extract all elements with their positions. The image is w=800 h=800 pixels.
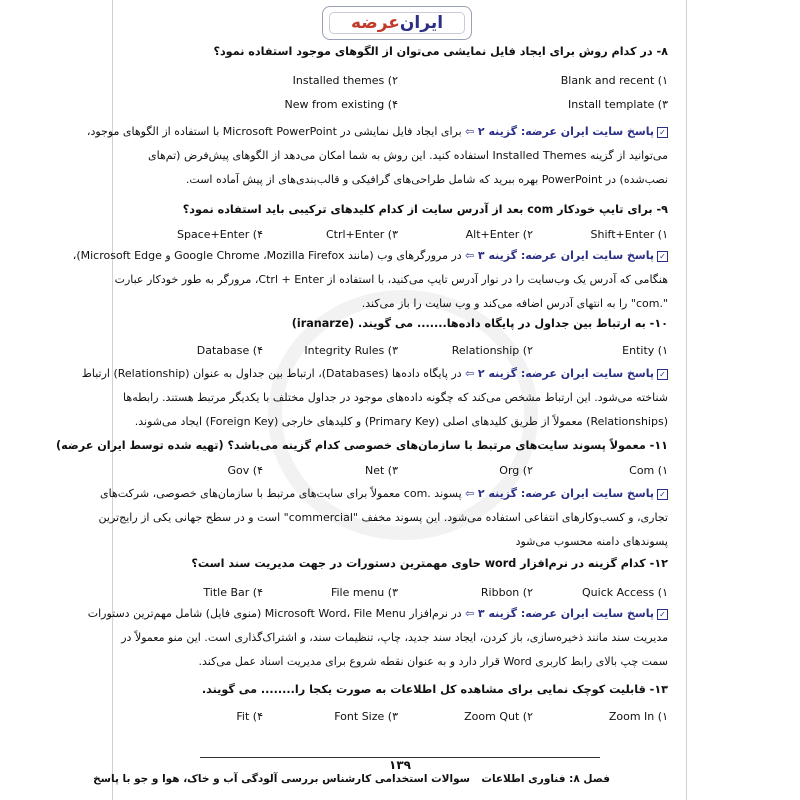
answer-line bbox=[86, 120, 668, 144]
answer-heading: پاسخ سایت ایران عرضه: گزینه ۳ bbox=[477, 607, 654, 620]
answer-line bbox=[72, 244, 668, 268]
option-4: ۴) Fit bbox=[236, 710, 263, 723]
answer-line bbox=[128, 650, 668, 674]
answer-line bbox=[99, 482, 668, 506]
answer-line bbox=[123, 386, 668, 410]
answer-text: در مرورگرهای وب (مانند Google Chrome ،Mozilla Firefox و Microsoft Edge)، bbox=[72, 249, 462, 262]
question-text: ۹- برای تایپ خودکار com بعد از آدرس سایت از کدام کلیدهای ترکیبی باید استفاده نمود؟ bbox=[182, 203, 668, 216]
answer-text: می‌توانید از گزینه Installed Themes استفاده کنید. این روش به شما امکان می‌دهد از الگوهای پیش‌فرض (تم‌های bbox=[148, 149, 668, 162]
checkbox-icon: ✓ bbox=[657, 369, 668, 380]
arrow-left-icon: ⇦ bbox=[461, 125, 478, 138]
answer-heading: پاسخ سایت ایران عرضه: گزینه ۲ bbox=[477, 367, 654, 380]
page-number: ۱۳۹ bbox=[389, 758, 411, 772]
arrow-left-icon: ⇦ bbox=[461, 607, 478, 620]
answer-line bbox=[81, 362, 668, 386]
options-row bbox=[128, 584, 668, 602]
option-4: ۴) New from existing bbox=[284, 98, 398, 111]
answer-block bbox=[87, 602, 668, 674]
option-2: ۲) Ribbon bbox=[480, 586, 533, 599]
option-3: ۳) Integrity Rules bbox=[304, 344, 398, 357]
question-text: ۱۲- کدام گزینه در نرم‌افزار word حاوی مهمترین دستورات در جهت مدیریت سند است؟ bbox=[191, 557, 668, 570]
logo-text-iran: ایران bbox=[399, 13, 444, 33]
answer-line bbox=[87, 602, 668, 626]
footer-chapter-title: فصل ۸: فناوری اطلاعات bbox=[481, 773, 610, 785]
option-3: ۳) Net bbox=[364, 464, 398, 477]
logo-text-arze: عرضه bbox=[350, 13, 400, 33]
site-logo bbox=[322, 6, 472, 40]
option-4: ۴) Gov bbox=[227, 464, 263, 477]
question-text: ۱۳- قابلیت کوچک نمایی برای مشاهده کل اطلاعات به صورت یکجا را........ می گویند. bbox=[201, 683, 668, 696]
answer-block bbox=[81, 362, 668, 434]
answer-text: ".com" را به انتهای آدرس اضافه می‌کند و وب سایت را باز می‌کند. bbox=[361, 297, 668, 310]
option-3: ۳) Font Size bbox=[334, 710, 398, 723]
checkbox-icon: ✓ bbox=[657, 489, 668, 500]
answer-block bbox=[98, 482, 668, 554]
option-1: ۱) Shift+Enter bbox=[590, 228, 668, 241]
option-3: ۳) Install template bbox=[568, 98, 668, 111]
answer-block bbox=[72, 244, 668, 316]
option-1: ۱) Zoom In bbox=[608, 710, 668, 723]
option-1: ۱) Entity bbox=[622, 344, 668, 357]
answer-line bbox=[128, 292, 668, 316]
answer-heading: پاسخ سایت ایران عرضه: گزینه ۲ bbox=[477, 487, 654, 500]
answer-text: نصب‌شده) در PowerPoint بهره ببرید که شامل طراحی‌های گرافیکی و قالب‌بندی‌های از پیش آماده است. bbox=[185, 173, 668, 186]
option-4: ۴) Database bbox=[196, 344, 263, 357]
answer-text: تجاری، و کسب‌وکارهای انتفاعی استفاده می‌شود. این پسوند مخفف "commercial" است و در سطح جهانی یکی از رایج‌ترین bbox=[98, 511, 668, 524]
option-4: ۴) Title Bar bbox=[203, 586, 263, 599]
options-row bbox=[128, 226, 668, 244]
answer-heading: پاسخ سایت ایران عرضه: گزینه ۲ bbox=[477, 125, 654, 138]
question-text: ۸- در کدام روش برای ایجاد فایل نمایشی می‌توان از الگوهای موجود استفاده نمود؟ bbox=[213, 45, 668, 58]
option-2: ۲) Relationship bbox=[451, 344, 533, 357]
options-row bbox=[128, 708, 668, 726]
footer-book-title: سوالات استخدامی کارشناس بررسی آلودگی آب و خاک، هوا و جو با پاسخ bbox=[93, 773, 470, 785]
answer-line bbox=[128, 410, 668, 434]
answer-text: شناخته می‌شود. این ارتباط مشخص می‌کند که چگونه داده‌های موجود در جداول مختلف با یکدیگر مرتبط هستند. رابطه‌ها bbox=[123, 391, 668, 404]
option-1: ۱) Com bbox=[629, 464, 668, 477]
options-row bbox=[128, 72, 668, 90]
option-1: ۱) Blank and recent bbox=[560, 74, 668, 87]
option-3: ۳) Ctrl+Enter bbox=[325, 228, 398, 241]
answer-text: در پایگاه داده‌ها (Databases)، ارتباط بین جداول به عنوان (Relationship) ارتباط bbox=[81, 367, 462, 380]
arrow-left-icon: ⇦ bbox=[461, 487, 478, 500]
checkbox-icon: ✓ bbox=[657, 127, 668, 138]
answer-text: در نرم‌افزار Microsoft Word، File Menu (منوی فایل) شامل مهم‌ترین دستورات bbox=[87, 607, 462, 620]
options-row bbox=[128, 462, 668, 480]
option-2: ۲) Alt+Enter bbox=[465, 228, 533, 241]
option-1: ۱) Quick Access bbox=[582, 586, 668, 599]
answer-heading: پاسخ سایت ایران عرضه: گزینه ۳ bbox=[477, 249, 654, 262]
answer-text: پسوندهای دامنه محسوب می‌شود bbox=[515, 535, 668, 548]
arrow-left-icon: ⇦ bbox=[461, 249, 478, 262]
answer-text: (Relationships) معمولاً از طریق کلیدهای اصلی (Primary Key) و کلیدهای خارجی (Foreign Key) ایجاد می‌شوند. bbox=[134, 415, 668, 428]
answer-text: پسوند .com معمولاً برای سایت‌های مرتبط با سازمان‌های خصوصی، شرکت‌های bbox=[99, 487, 462, 500]
options-row bbox=[128, 96, 668, 114]
answer-block bbox=[86, 120, 668, 192]
checkbox-icon: ✓ bbox=[657, 609, 668, 620]
answer-text: مدیریت سند مانند ذخیره‌سازی، باز کردن، ایجاد سند جدید، چاپ، تنظیمات سند، و اشتراک‌گذاری است. این منو معمولاً در bbox=[121, 631, 668, 644]
question-text: ۱۱- معمولاً پسوند سایت‌های مرتبط با سازمان‌های خصوصی کدام گزینه می‌باشد؟ (تهیه شده توسط ایران عرضه) bbox=[56, 439, 668, 452]
question-text: ۱۰- به ارتباط بین جداول در پایگاه داده‌ها....... می گویند. (iranarze) bbox=[291, 317, 668, 330]
option-2: ۲) Org bbox=[499, 464, 533, 477]
answer-line bbox=[128, 144, 668, 168]
answer-text: سمت چپ بالای رابط کاربری Word قرار دارد و به عنوان نقطه شروع برای مدیریت اسناد عمل می‌کند. bbox=[198, 655, 668, 668]
answer-line bbox=[121, 626, 668, 650]
arrow-left-icon: ⇦ bbox=[461, 367, 478, 380]
option-2: ۲) Zoom Qut bbox=[464, 710, 533, 723]
answer-text: برای ایجاد فایل نمایشی در Microsoft PowerPoint با استفاده از الگوهای موجود، bbox=[86, 125, 462, 138]
options-row bbox=[128, 342, 668, 360]
answer-line bbox=[114, 268, 668, 292]
answer-text: هنگامی که آدرس یک وب‌سایت را در نوار آدرس تایپ می‌کنید، با استفاده از Ctrl + Enter، مرورگر به طور خودکار عبارت bbox=[114, 273, 668, 286]
answer-line bbox=[128, 530, 668, 554]
option-4: ۴) Space+Enter bbox=[177, 228, 263, 241]
answer-line bbox=[98, 506, 668, 530]
answer-line bbox=[128, 168, 668, 192]
right-margin-line bbox=[686, 0, 687, 800]
option-3: ۳) File menu bbox=[330, 586, 398, 599]
checkbox-icon: ✓ bbox=[657, 251, 668, 262]
option-2: ۲) Installed themes bbox=[292, 74, 398, 87]
